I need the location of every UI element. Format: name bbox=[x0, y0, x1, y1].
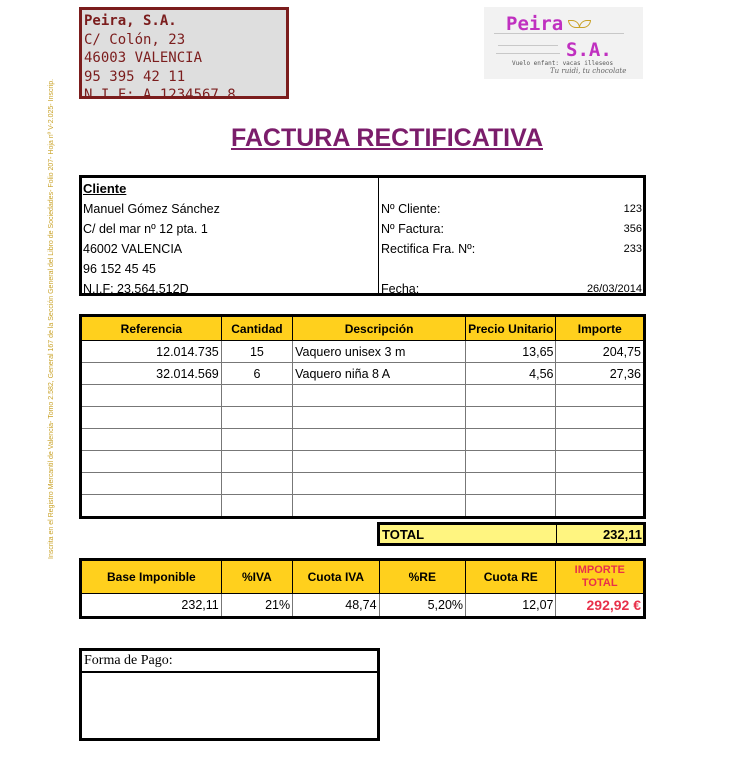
invoice-no-label: Nº Factura: bbox=[381, 222, 444, 236]
cell-qty: 6 bbox=[221, 363, 292, 385]
col-descripcion: Descripción bbox=[293, 316, 466, 341]
company-name: Peira, S.A. bbox=[84, 13, 177, 29]
cell-ref: 32.014.569 bbox=[81, 363, 222, 385]
col-importe: Importe bbox=[556, 316, 645, 341]
company-address: C/ Colón, 23 bbox=[84, 31, 186, 48]
re-amount-value: 12,07 bbox=[466, 594, 556, 618]
cell-desc: Vaquero niña 8 A bbox=[293, 363, 466, 385]
cell-desc: Vaquero unisex 3 m bbox=[293, 341, 466, 363]
client-nif: N.I.F: 23.564.512D bbox=[83, 282, 189, 296]
client-address: C/ del mar nº 12 pta. 1 bbox=[83, 222, 208, 236]
cell-amount: 204,75 bbox=[556, 341, 645, 363]
cell-price: 13,65 bbox=[466, 341, 556, 363]
client-no-label: Nº Cliente: bbox=[381, 202, 441, 216]
table-row bbox=[81, 363, 645, 385]
col-re-amount: Cuota RE bbox=[466, 560, 556, 594]
logo-word-2: S.A. bbox=[566, 39, 612, 61]
date-value: 26/03/2014 bbox=[586, 283, 642, 295]
logo-tagline: Vuelo enfant: vacas illeseos bbox=[512, 60, 614, 67]
company-nif: N.I.F: A 1234567 8 bbox=[84, 87, 236, 104]
table-row-empty bbox=[81, 385, 645, 407]
table-row-empty bbox=[81, 495, 645, 518]
company-box bbox=[79, 7, 289, 104]
cell-price: 4,56 bbox=[466, 363, 556, 385]
payment-label: Forma de Pago: bbox=[82, 651, 377, 673]
iva-amount-value: 48,74 bbox=[293, 594, 379, 618]
grand-total-value: 292,92 € bbox=[556, 594, 645, 618]
invoice-no-value: 356 bbox=[623, 223, 642, 235]
company-phone: 95 395 42 11 bbox=[84, 68, 186, 85]
col-re-pct: %RE bbox=[379, 560, 465, 594]
total-box bbox=[377, 522, 646, 546]
col-referencia: Referencia bbox=[81, 316, 222, 341]
date-label: Fecha: bbox=[381, 282, 420, 296]
document-title: FACTURA RECTIFICATIVA bbox=[230, 124, 543, 152]
col-iva-amount: Cuota IVA bbox=[293, 560, 379, 594]
summary-header-row bbox=[81, 560, 645, 594]
col-precio: Precio Unitario bbox=[466, 316, 556, 341]
registry-text: Inscrita en el Registro Mercantil de Valencia- Tomo 2.582, General 167 de la Sección General del Libro de Sociedades- Folio 207- Hoja nº V-2.025- Inscrip. bbox=[48, 78, 55, 559]
col-total: IMPORTE TOTAL bbox=[556, 560, 645, 594]
total-value: 232,11 bbox=[602, 527, 642, 542]
table-row-empty bbox=[81, 407, 645, 429]
re-pct-value: 5,20% bbox=[379, 594, 465, 618]
cell-amount: 27,36 bbox=[556, 363, 645, 385]
client-phone: 96 152 45 45 bbox=[83, 262, 156, 276]
cell-ref: 12.014.735 bbox=[81, 341, 222, 363]
logo-word-1: Peira bbox=[506, 13, 564, 35]
table-row-empty bbox=[81, 451, 645, 473]
company-city: 46003 VALENCIA bbox=[84, 50, 203, 67]
registry-side-text bbox=[47, 4, 59, 559]
client-box bbox=[79, 175, 646, 296]
total-label: TOTAL bbox=[382, 527, 425, 542]
col-cantidad: Cantidad bbox=[221, 316, 292, 341]
col-base: Base Imponible bbox=[81, 560, 222, 594]
company-logo bbox=[484, 7, 643, 79]
rectifies-label: Rectifica Fra. Nº: bbox=[381, 242, 476, 256]
payment-box bbox=[79, 648, 380, 741]
tax-summary-table bbox=[79, 558, 646, 619]
summary-value-row bbox=[81, 594, 645, 618]
logo-slogan: Tu ruidi, tu chocolate bbox=[550, 67, 627, 75]
table-row bbox=[81, 341, 645, 363]
table-row-empty bbox=[81, 473, 645, 495]
client-heading: Cliente bbox=[83, 181, 127, 196]
col-iva-pct: %IVA bbox=[221, 560, 292, 594]
iva-pct-value: 21% bbox=[221, 594, 292, 618]
client-no-value: 123 bbox=[623, 203, 642, 215]
client-name: Manuel Gómez Sánchez bbox=[83, 202, 220, 216]
client-city: 46002 VALENCIA bbox=[83, 242, 183, 256]
table-row-empty bbox=[81, 429, 645, 451]
leaf-icon-2 bbox=[579, 20, 591, 28]
base-value: 232,11 bbox=[81, 594, 222, 618]
cell-qty: 15 bbox=[221, 341, 292, 363]
rectifies-value: 233 bbox=[623, 243, 642, 255]
items-header-row bbox=[81, 316, 645, 341]
items-table bbox=[79, 314, 646, 519]
